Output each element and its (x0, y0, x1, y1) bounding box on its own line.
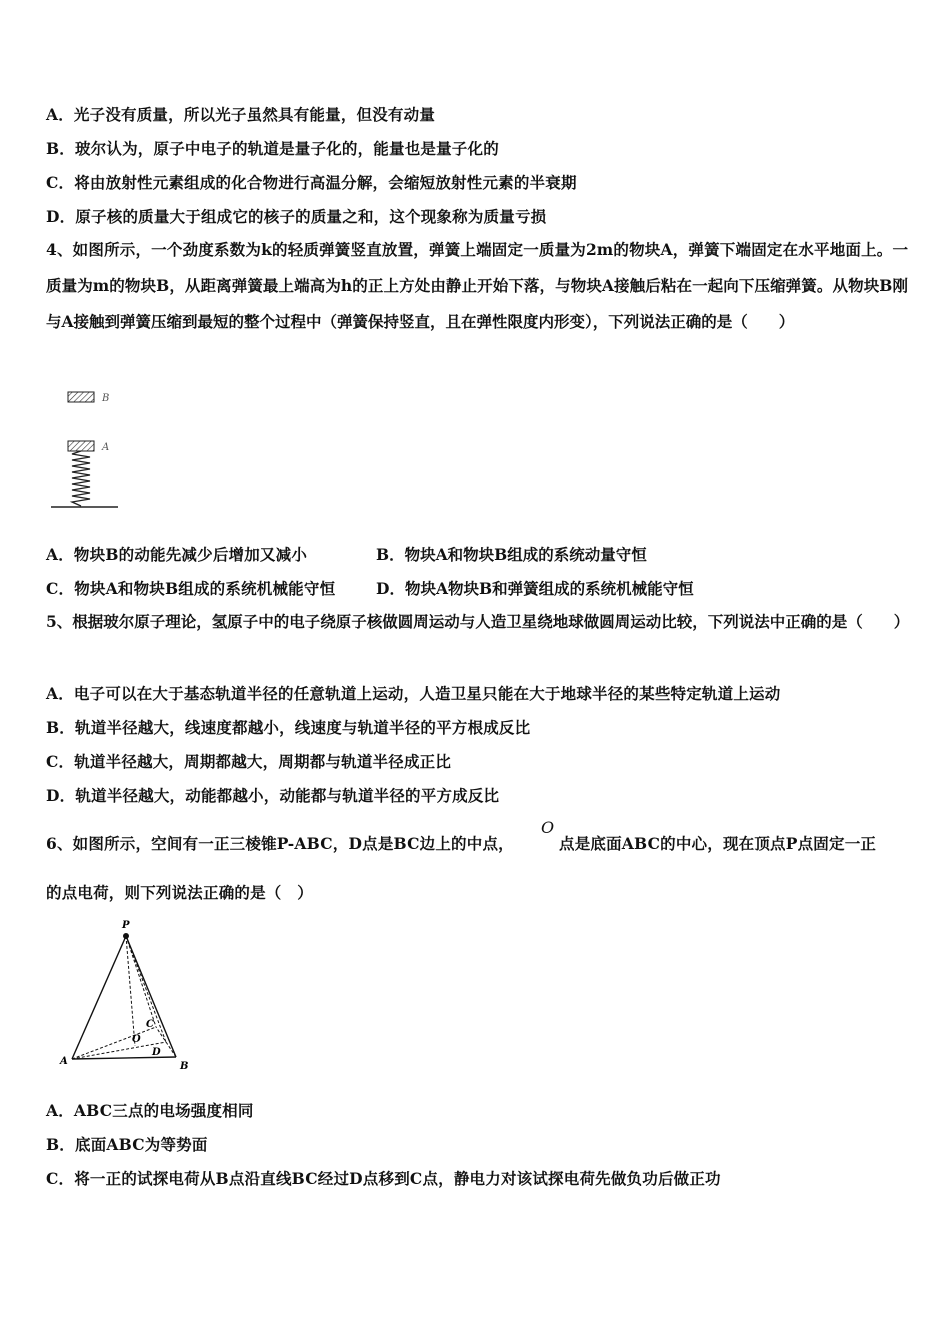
q6-stem-line2: 的点电荷，则下列说法正确的是（ ） (46, 883, 313, 902)
label-d: D (152, 1047, 161, 1058)
block-b-label: B (102, 393, 110, 404)
q6-option-c: C．将一正的试探电荷从B点沿直线BC经过D点移到C点，静电力对该试探电荷先做负功后做正功 (46, 1169, 721, 1188)
q5-option-c: C．轨道半径越大，周期都越大，周期都与轨道半径成正比 (46, 752, 452, 771)
q6-option-b: B．底面ABC为等势面 (46, 1135, 208, 1154)
label-a: A (60, 1056, 68, 1067)
edge-pc (126, 936, 156, 1027)
q4-option-c: C．物块A和物块B组成的系统机械能守恒 (46, 579, 336, 598)
q3-option-c: C．将由放射性元素组成的化合物进行高温分解，会缩短放射性元素的半衰期 (46, 173, 577, 192)
q4-option-b: B．物块A和物块B组成的系统动量守恒 (376, 545, 647, 564)
q5-option-b: B．轨道半径越大，线速度都越小，线速度与轨道半径的平方根成反比 (46, 718, 531, 737)
block-a (68, 441, 94, 451)
q6-stem-part1: 6、如图所示，空间有一正三棱锥P-ABC，D点是BC边上的中点， (46, 834, 514, 853)
q3-option-a: A．光子没有质量，所以光子虽然具有能量，但没有动量 (46, 105, 436, 124)
label-c: C (146, 1019, 154, 1030)
q6-option-a: A．ABC三点的电场强度相同 (46, 1101, 254, 1120)
spring (72, 451, 90, 506)
vertex-p-dot (123, 933, 129, 939)
q4-stem: 4、如图所示，一个劲度系数为k的轻质弹簧竖直放置，弹簧上端固定一质量为2m的物块A，弹簧下端固定在水平地面上。一质量为m的物块B，从距离弹簧最上端高为h的正上方处由静止开始下落，与物块A接触后粘在一起向下压缩弹簧。从物块B刚与A接触到弹簧压缩到最短的整个过程中（弹簧保持竖直，且在弹性限度内形变），下列说法正确的是（ ） (46, 240, 908, 331)
q5-stem: 5、根据玻尔原子理论，氢原子中的电子绕原子核做圆周运动与人造卫星绕地球做圆周运动比较，下列说法中正确的是（ ） (46, 612, 910, 631)
q4-spring-figure (46, 384, 136, 514)
q4-option-d: D．物块A物块B和弹簧组成的系统机械能守恒 (376, 579, 694, 598)
q6-pyramid-figure (56, 914, 206, 1074)
label-p: P (122, 920, 130, 931)
q4-option-a: A．物块B的动能先减少后增加又减小 (46, 545, 308, 564)
q6-o-symbol: O (541, 818, 555, 837)
q3-option-b: B．玻尔认为，原子中电子的轨道是量子化的，能量也是量子化的 (46, 139, 499, 158)
label-b: B (180, 1061, 189, 1072)
q5-option-d: D．轨道半径越大，动能都越小，动能都与轨道半径的平方成反比 (46, 786, 500, 805)
edge-pa (72, 936, 126, 1059)
segment-po (126, 936, 135, 1046)
block-b (68, 392, 94, 402)
label-o: O (132, 1034, 141, 1045)
q6-stem-part2: 点是底面ABC的中心，现在顶点P点固定一正 (559, 834, 877, 853)
q5-option-a: A．电子可以在大于基态轨道半径的任意轨道上运动，人造卫星只能在大于地球半径的某些特定轨道上运动 (46, 684, 781, 703)
block-a-label: A (102, 442, 110, 453)
q3-option-d: D．原子核的质量大于组成它的核子的质量之和，这个现象称为质量亏损 (46, 207, 547, 226)
